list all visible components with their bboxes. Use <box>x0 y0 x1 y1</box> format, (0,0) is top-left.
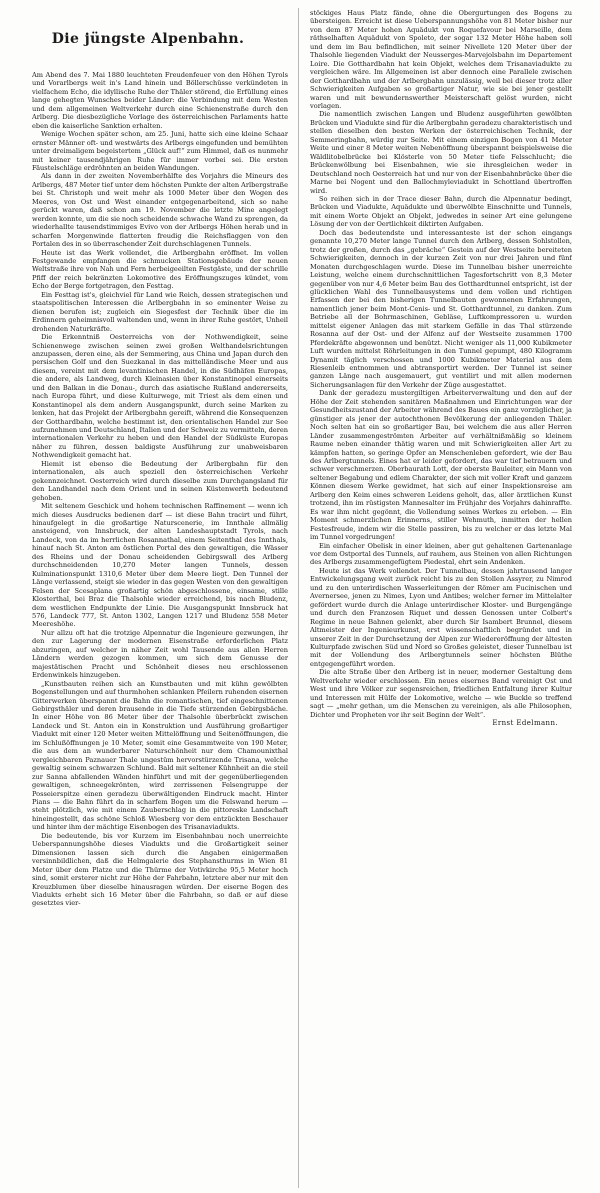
paragraph: stöckiges Haus Platz fände, ohne die Obergurtungen des Bogens zu übersteigen. Erreicht ist diese Ueberspannungshöhe von 81 Meter bisher nur von dem 87 Meter hohen Aquädukt von Roquefavour bei Marseille, dem räthselhaften Aquädukt von Spoleto, der sogar 132 Meter Höhe haben soll und dem im Bau befindlichen, mit seiner Nivellete 120 Meter über der Thalsohle liegenden Viadukt der Neusserges-Marvejolsbahn im Departement Loire. Die Gotthardbahn hat kein Objekt, welches dem Trisanaviadukte zu vergleichen wäre. Im Allgemeinen ist aber dennoch eine Parallele zwischen der Gotthardbahn und der Arlbergbahn unzulässig, weil bei dieser trotz aller Schwierigkeiten Aufgaben so großartiger Natur, wie sie bei jener gestellt waren und mit bewundernswerther Meisterschaft gelöst wurden, nicht vorlagen. <box>310 9 572 110</box>
article-title: Die jüngste Alpenbahn. <box>51 31 245 47</box>
paragraph: Heute ist das Werk vollendet, die Arlbergbahn eröffnet. Im vollen Festgewande empfangen die schmucken Stationsgebäude der neuen Weltstraße ihre von Nah und Fern herbeigeeilten Festgäste, und der schrille Pfiff der reich bekränzten Lokomotive des Eröffnungszuges kündet, vom Echo der Berge fortgetragen, den Festtag. <box>32 248 288 291</box>
paragraph: Ein einfacher Obelisk in einer kleinen, aber gut gehaltenen Gartenanlage vor dem Ostportal des Tunnels, auf rauhem, aus Steinen von allen Richtungen des Arlbergs zusammengefügtem Piedestal, ehrt sein Andenken. <box>310 541 572 567</box>
author-signature: Ernst Edelmann. <box>492 719 558 728</box>
paragraph: Doch das bedeutendste und interessanteste ist der schon eingangs genannte 10,270 Meter lange Tunnel durch den Arlberg, dessen Sohlstollen, trotz der großen, durch das „gebräche“ Gestein auf der Westseite bereiteten Schwierigkeiten, dennoch in der kurzen Zeit von nur drei Jahren und fünf Monaten durchgeschlagen wurde. Diese im Tunnelbau bisher unerreichte Leistung, welche einem durchschnittlichen Tagesfortschritt von 8,3 Meter gegenüber von nur 4,6 Meter beim Bau des Gotthardtunnel entspricht, ist der glücklichen Wahl des Tunnelbausystems und dem vollen und richtigen Erfassen der bei den bisherigen Tunnelbauten gewonnenen Erfahrungen, namentlich jener beim Mont-Cenis- und St. Gotthardtunnel, zu danken. Zum Betriebe all der Bohrmaschinen, Gebläse, Luftkompressoren u. wurden mittelst eigener Anlagen das mit starkem Gefälle in das Thal stürzende Rosanna auf der Ost- und der Alfenz auf der Westseite zusammen 1700 Pferdekräfte abgewonnen und benützt. Nicht weniger als 11,000 Kubikmeter Luft wurden mittelst Röhrleitungen in den Tunnel gepumpt, 480 Kilogramm Dynamit täglich verschossen und 1000 Kubikmeter Material aus dem Riesenleib entnommen und abtransportirt werden. Der Tunnel ist seiner ganzen Länge nach ausgemauert, gut ventilirt und mit allen modernen Sicherungsanlagen für den Verkehr der Züge ausgestattet. <box>310 228 572 389</box>
paragraph: „Kunstbauten reihen sich an Kunstbauten und mit kühn gewölbten Bogenstellungen und auf thurmhohen schlanken Pfeilern ruhenden eisernen Gitterwerken überspannt die Bahn die romantischen, tief eingeschnittenen Gebirgsthäler und deren brausende in die Tiefe stürzenden Gebirgsbäche. In einer Höhe von 86 Meter über der Thalsohle überbrückt zwischen Landeck und St. Anton ein in Konstruktion und Ausführung großartiger Viadukt mit einer 120 Meter weiten Mittelöffnung und Seitenöffnungen, die im Schlußöffnungen je 10 Meter, somit eine Gesammtweite von 190 Meter, die aus dem an wunderbarer Naturschönheit nur dem Chamounixthal vergleichbaren Paznauer Thale ungestüm hervorstürzende Trisana, welche gewaltig seinem schwarzen Schlund. Bald mit seltener Kühnheit an die steil zur Sanna abfallenden Wänden hinführt und mit der gegenüberliegenden gewaltigen, schneegekrönten, wird zerrissenen Felsengruppe der Posseierspitze einen geradezu überwältigenden Eindruck macht. Hinter Pians — die Bahn führt da in scharfem Bogen um die Felswand herum — steht plötzlich, wie mit einem Zauberschlag in die pittoreske Landschaft hineingestellt, das schöne Schloß Wiesberg vor dem entzückten Beschauer und hinter ihm der mächtige Eisenbogen des Trisanaviadukts. <box>32 679 288 832</box>
paragraph: Die Erkenntniß Oesterreichs von der Nothwendigkeit, seine Schienenwege zwischen seinen zwei großen Welthandelsrichtungen anzupassen, deren eine, als der Semmering, aus China und Japan durch den persischen Golf und den Suezkanal in das mittelländische Meer und aus diesem, vereint mit dem levantinischen Handel, in die Südhäfen Europas, die andere, als Landweg, durch Kleinasien über Konstantinopel einerseits und den Balkan in die Donau-, durch das asiatische Rußland andererseits, nach Europa führt, und diese Kulturwege, mit Triest als dem einen und Konstantinopel als dem andern Ausgangspunkt, durch seine Marken zu lenken, hat das Projekt der Arlbergbahn gereift, während die Konsequenzen der Gotthardbahn, welche bestimmt ist, den orientalischen Handel zur See aufzunehmen und Deutschland, Italien und der Schweiz zu vermitteln, deren internationalen Verkehr zu heben und den Handel der Südküste Europas näher zu führen, dessen baldigste Ausführung zur unabweisbaren Nothwendigkeit gemacht hat. <box>32 333 288 460</box>
paragraph: Die alte Straße über den Arlberg ist in neuer, moderner Gestaltung dem Weltverkehr wieder erschlossen. Ein neues eisernes Band vereinigt Ost und West und ihre Völker zur segensreichen, friedlichen Entfaltung ihrer Kultur und Interessen mit Hülfe der Lokomotive, welche — wie Buckle so treffend sagt — „mehr gethan, um die Menschen zu vereinigen, als alle Philosophen, Dichter und Propheten vor ihr seit Beginn der Welt“. <box>310 668 572 719</box>
paragraph: Als dann in der zweiten Novemberhälfte des Vorjahrs die Mineurs des Arlbergs, 487 Meter tief unter dem höchsten Punkte der alten Arlbergstraße bei St. Christoph und weit mehr als 1000 Meter über den Wogen des Meeres, von Ost und West einander entgegenarbeitend, sich so nahe gerückt waren, daß schon am 19. November die letzte Mine angelegt werden konnte, um die sie noch scheidende schwache Wand zu sprengen, da wiederhallte tausendstimmiges Evivo von der Arlbergs Höhen herab und in scharfen Morgenwinde flatterten freudig die Reichsflaggen von den Portalen des in so überraschender Zeit durchschlagenen Tunnels. <box>32 172 288 249</box>
paragraph: So reihen sich in der Trace dieser Bahn, durch die Alpennatur bedingt, Brücken und Viadukte, Aquädukte und überwölbte Einschnitte und Tunnels, mit einem Worte Objekt an Objekt, jedwedes in seiner Art eine gelungene Lösung der von der Oertlichkeit diktirten Aufgaben. <box>310 194 572 229</box>
paragraph: Die namentlich zwischen Langen und Bludenz ausgeführten gewölbten Brücken und Viadukte sind für die Arlbergbahn geradezu charakteristisch und stellen dieselben den besten Werken der österreichischen Technik, der Semmeringbahn, würdig zur Seite. Mit einem einzigen Bogen von 41 Meter Weite und einer 8 Meter weiten Nebenöffnung überspannt beispielsweise die Wäldlitobelbrücke bei Klösterle von 50 Meter tiefe Felsschlucht; die Brückenwölbung bei Eisenbahnen, wie sie ihresgleichen weder in Deutschland noch Oesterreich hat und nur von der Eisenbahnbrücke über die Marne bei Nogent und den Ballochmyleviadukt in Schottland übertroffen wird. <box>310 110 572 195</box>
paragraph: Ein Festtag ist's, gleichviel für Land wie Reich, dessen strategischen und staatspolitischen Interessen die Arlbergbahn in so eminenter Weise zu dienen berufen ist; zugleich ein Siegesfest der Technik über die im Erdinnern geheimnisvoll waltenden und, wenn in ihrer Ruhe gestört, Unheil drohenden Naturkräfte. <box>32 290 288 333</box>
article-column-right <box>310 9 572 1189</box>
paragraph: Mit seltenem Geschick und hohem technischen Raffinement — wenn ich mich dieses Ausdrucks bedienen darf — ist diese Bahn tracirt und führt, hinaufgelegt in die großartige Naturscenerie, im Innthale allmälig ansteigend, von Innsbruck, der alten Landeshauptstadt Tyrols, nach Landeck, von da im herrlichen Rosannathal, einem Seitenthal des Innthals, hinauf nach St. Anton am östlichen Portal des den gewaltigen, die Wässer des Rheins und der Donau scheidenden Gebirgswall des Arlberg durchschneidenden 10,270 Meter langen Tunnels, dessen Kulminationspunkt 1310,6 Meter über dem Meere liegt. Den Tunnel der Länge verlassend, steigt sie wieder in das gegen Westen von den gewaltigen Felsen der Scesaplana großartig schön abgeschlossene, einsame, stille Klosterthal, bei Braz die Thalsohle wieder erreichend, bis nach Bludenz, dem westlichen Endpunkte der Linie. Die Ausgangspunkt Innsbruck hat 576, Landeck 777, St. Anton 1302, Langen 1217 und Bludenz 558 Meter Meereshöhe. <box>32 502 288 629</box>
paragraph: Dank der geradezu mustergiltigen Arbeiterverwaltung und den auf der Höhe der Zeit stehenden sanitären Maßnahmen und Einrichtungen war der Gesundheitszustand der Arbeiter während des Baues ein ganz vorzüglicher, ja günstiger als jener der autochthonen Bevölkerung der anliegenden Thäler. Noch selten hat ein so großartiger Bau, bei welchem die aus aller Herren Länder zusammengeströmten Arbeiter auf verhältnißmäßig so kleinem Raume neben einander thätig waren und mit Schwierigkeiten aller Art zu kämpfen hatten, so geringe Opfer an Menschenleben gefordert, wie der Bau des Arlbergtunnels. Eines hat er leider gefordert, das war tief betrauern und schwer verschmerzen. Oberbaurath Lott, der oberste Bauleiter, ein Mann von seltener Begabung und edlem Charakter, der sich mit voller Kraft und ganzem Können diesem Werke gewidmet, hat sich auf einer Inspektionsreise am Arlberg den Keim eines schweren Leidens geholt, das, aller ärztlichen Kunst trotzend, ihn im rüstigsten Mannesalter im Frühjahr des Vorjahrs dahinraffte. Es war ihm nicht gegönnt, die Vollendung seines Werkes zu erleben. — Ein Moment schmerzlichen Erinnerns, stiller Wehmuth, inmitten der hellen Festesfreude, indem wir die Stelle passiren, bis zu welcher er das letzte Mal im Tunnel vorgedrungen! <box>310 389 572 542</box>
paragraph: Wenige Wochen später schon, am 25. Juni, hatte sich eine kleine Schaar ernster Männer oft- und westwärts des Arlbergs eingefunden und bemühten unter dreimaligem begeistertem „Glück auf!“ zum Himmel, daß es nunmehr mit keiner tausendjährigen Ruhe für immer vorbei sei. Die ersten Fäustelschläge erdröhnten an beiden Wandungen. <box>32 130 288 172</box>
column-divider <box>298 8 299 1188</box>
paragraph: Am Abend des 7. Mai 1880 leuchteten Freudenfeuer von den Höhen Tyrols und Vorarlbergs weit in's Land hinein und Böllerschüsse verkündeten in vielfachem Echo, die idyllische Ruhe der Thäler störend, die Erfüllung eines lange gehegten Wunsches beider Länder: die Verbindung mit dem Westen und dem allgemeinen Weltverkehr durch eine Schienenstraße durch den Arlberg. Die diesbezügliche Vorlage des österreichischen Parlaments hatte eben die kaiserliche Sanktion erhalten. <box>32 71 288 130</box>
paragraph: Nur allzu oft hat die trotzige Alpennatur die Ingenieure gezwungen, ihr den zur Lagerung der modernen Eisenstraße erforderlichen Platz abzuringen, auf welcher in näher Zeit wohl Tausende aus allen Herren Ländern werden gezogen kommen, um sich dem Genusse der majestätischen Pracht und Schönheit dieses neu erschlossenen Erdenwinkels hinzugeben. <box>32 628 288 680</box>
paragraph: Heute ist das Werk vollendet. Der Tunnelbau, dessen jahrtausend langer Entwickelungsgang weit zurück reicht bis zu den Stollen Assyrer, zu Nimrod und zu den unterirdischen Wasserleitungen der Römer am Fucinischen und Avernersee, jenen zu Nimes, Lyon und Antibes; welcher ferner im Mittelalter gefördert wurde durch die Anlage unterirdischer Kloster- und Burgengänge und durch den Franzosen Riquet und dessen Genossen unter Colbert's Regime in neue Bahnen gelenkt, aber durch Sir Isambert Brunnel, diesem Altmeister der Ingenieurkunst, erst wissenschaftlich begründet und in unserer Zeit in der Durchsetzung der Alpen zur Wiedereröffnung der ältesten Kulturpfade zwischen Süd und Nord so Großes geleistet, dieser Tunnelbau ist mit der Vollendung des Arlbergtunnels seiner höchsten Blüthe entgegengeführt worden. <box>310 566 572 668</box>
paragraph: Hiemit ist ebenso die Bedeutung der Arlbergbahn für den internationalen, als auch speziell den österreichischen Verkehr gekennzeichnet. Oesterreich wird durch dieselbe zum Durchgangsland für den Landhandel nach dem Orient und in seinen Küstenwerth bedeutend gehoben. <box>32 459 288 502</box>
article-column-left <box>32 71 288 1189</box>
paragraph: Die bedeutende, bis vor Kurzem im Eisenbahnbau noch unerreichte Ueberspannungshöhe dieses Viadukts und die Großartigkeit seiner Dimensionen lassen sich durch die Angaben einigermaßen versinnbildlichen, daß die Helmgalerie des Stephansthurms in Wien 81 Meter über dem Platze und die Thürme der Votivkirche 95,5 Meter hoch sind, somit ersterer nicht zur Höhe der Fahrbahn, letztere aber nur mit den Kreuzblumen über dieselbe hinausragen würden. Der eiserne Bogen des Viadukts erhebt sich 16 Meter über die Fahrbahn, so daß er auf diese gesetztes vier- <box>32 831 288 908</box>
